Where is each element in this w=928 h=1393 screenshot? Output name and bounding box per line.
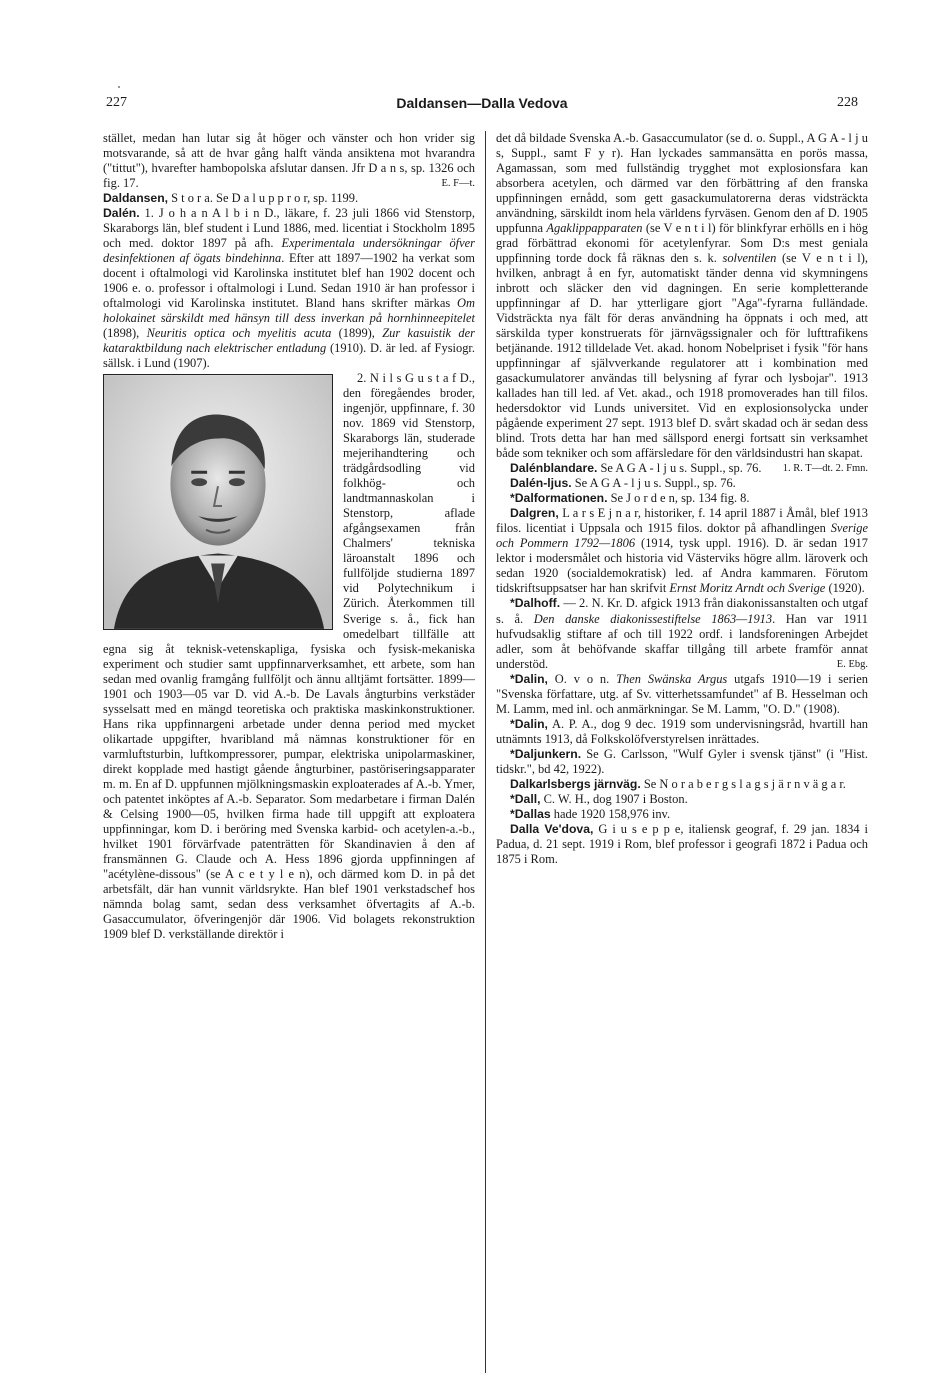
headword: Dalén. — [103, 206, 140, 221]
paragraph-dalen-cont: det då bildade Svenska A.-b. Gasaccumulator (se d. o. Suppl., A G A - l j u s, Suppl., samt F y r). Han lyckades sammansätta en porös massa, Agamassan, som med fullständig trygghet mot explosionsfara kan absorbera acetylen, och därmed var den förbättring af den franska uppfinningen ernådd, som gett gasackumulatorerna deras vidsträckta användning, särskildt inom hela världens fyrväsen. Genom den af D. 1905 uppfunna Agaklippapparaten (se V e n t i l) för blinkfyrar erhölls en i hög grad förbättrad ekonomi för acetylenfyrar. Som D:s mest geniala uppfinning torde dock få räknas den s. k. solventilen (se V e n t i l), hvilken, anbragt å en fyr, automatiskt tänder denna vid skymningens inbrott och släcker den vid dagningen. En serie kompletterande uppfinningar af D. har ytterligare gjort "Aga"-fyrarna fulländade. Vidsträckta nya fält för deras användning ha öppnats i och med, att särskilda typer konstruerats för järnvägssignaler och för lufttrafikens betjänande. 1912 tilldelade Vet. akad. honom Nobelpriset i fysik "för hans uppfinningar af självverkande regulatorer att i kombination med gasackumulatorer användas till belysning af fyrar och lysbojar". 1913 kallades han till led. af Vet. akad., och 1918 promoverades han till filos. hedersdoktor vid Lunds universitet. Vid en explosionsolycka under pågående experiment 27 sept. 1913 blef D. svårt skadad och är sedan dess blind. Trots detta har han med sällspord energi fortsatt sin verksamhet både som tekniker och som affärsledare för den världsindustri han skapat. 1. R. T—dt. 2. Fmn. — [496, 131, 868, 461]
author-signature: E. Ebg. — [836, 658, 868, 670]
entry-dallas: *Dallas hade 1920 158,976 inv. — [510, 806, 671, 821]
entry-dalhoff: *Dalhoff. — 2. N. Kr. D. afgick 1913 från diakonissanstalten och utgaf s. å. Den danske diakonissestiftelse 1863—1913. Han var 1911 hufvudsaklig stiftare af och till 1922 ordf. i landsforeningen Arbejdet adler, som åt behöfvande skaffar tillgång till arbete framför annat understöd. E. Ebg. — [496, 596, 868, 671]
paragraph-daldansen-cont: stället, medan han lutar sig åt höger och vänster och hon vrider sig motsvarande, så att de hvar gång halft vända ansiktena mot hvarandra ("tittut"), hvarefter hambopolska afslutar dansen. Jfr D a n s, sp. 1326 och fig. 17. E. F—t. — [103, 131, 475, 191]
portrait-photo — [103, 374, 333, 630]
entry-dalformationen: *Dalformationen. Se J o r d e n, sp. 134 fig. 8. — [510, 491, 750, 506]
running-title: Daldansen—Dalla Vedova — [396, 95, 568, 111]
entry-dalen: Dalén. 1. J o h a n A l b i n D., läkare, f. 23 juli 1866 vid Stenstorp, Skaraborgs län, blef student i Lund 1886, med. licentiat i Stockholm 1895 och med. doktor 1897 på afh. Experimentala undersökningar öfver desinfektionen af ögats bindehinna. Efter att 1897—1902 ha verkat som docent i oftalmologi vid Karolinska institutet blef han 1902 docent och 1906 e. o. professor i oftalmologi i Lund. Sedan 1910 är han professor i oftalmologi vid Karolinska institutet. Bland hans skrifter märkas Om holokainet särskildt med hänsyn till dess inverkan på hornhinneepitelet (1898), Neuritis optica och myelitis acuta (1899), Zur kasuistik der kataraktbildung nach elektrischer entladung (1910). D. är led. af Fysiogr. sällsk. i Lund (1907). — [103, 206, 476, 371]
left-column — [103, 131, 475, 1376]
author-signature: E. F—t. — [441, 178, 475, 190]
right-column — [496, 131, 868, 1376]
paragraph-nils-gustaf: 2. N i l s G u s t a f D., den föregåendes broder, ingenjör, uppfinnare, f. 30 nov. 1869 vid Stenstorp, Skaraborgs län, studerade mejerihandtering och trädgårdsodling vid folkhög- och landtmannaskolan i Stenstorp, aflade afgångsexamen från Chalmers' tekniska läroanstalt 1896 och fullföljde studierna 1897 vid Polytechnikum i Zürich. Återkommen till Sverige s. å., fick han omedelbart tillfälle att egna sig åt teknisk-vetenskapliga, fysiska och fysisk-mekaniska experiment och studier samt uppfinnarverksamhet, ett arbete, som han sedan med ovanlig framgång fullföljt och ännu alltjämt fortsätter. 1899—1901 och 1903—05 var D. vid A.-b. De Lavals ångturbins verkstäder sysselsatt med en mängd teoretiska och praktiska maskinkonstruktioner. Hans rika uppfinnargeni arbetade under denna period med mycket olikartade uppgifter, hvaribland må nämnas konstruktioner för en varmluftsturbin, luftkompressorer, pumpar, elektriska unipolarmaskiner, direkt kopplade med hastigt gående ångturbiner, pastöriseringsapparater m. m. En af D. uppfunnen mjölkningsmaskin exploaterades af A.-b. Ymer, och patentet inköptes af A.-b. Separator. Som medarbetare i firman Dalén & Celsing 1900—05, hvilken firma hade till uppgift att exploatera uppfinningar, kom D. i beröring med Svenska karbid- och acetylen-a.-b., hvilket 1901 förvärfvade patenträtten för Skandinavien å den af fransmännen G. Claude och A. Hess 1896 gjorda uppfinningen af "acétylène-dissous" (se A c e t y l e n), och därmed kom D. in på det arbetsfält, där han vunnit världsrykte. Han blef 1901 verkstadschef hos nämnda bolag samt, sedan dess verksamhet öfvertagits af A.-b. Gasaccumulator, öfveringenjör där 1906. Vid bolagets rekonstruktion 1909 blef D. verkställande direktör i — [103, 371, 475, 941]
portrait-image — [104, 375, 332, 629]
entry-daljunkern: *Daljunkern. Se G. Carlsson, "Wulf Gyler i svensk tjänst" (i "Hist. tidskr.", bd 42, 1922). — [496, 746, 868, 776]
entry-dalla-vedova: Dalla Ve'dova, G i u s e p p e, italiensk geograf, f. 29 jan. 1834 i Padua, d. 21 sept. 1919 i Rom, blef professor i geografi 1872 i Padua och 1875 i Rom. — [496, 821, 868, 866]
author-signature: 1. R. T—dt. 2. Fmn. — [782, 463, 868, 475]
headword: Daldansen, — [103, 191, 169, 206]
print-speck — [118, 86, 120, 88]
entry-dall: *Dall, C. W. H., dog 1907 i Boston. — [510, 791, 688, 806]
entry-dalkarlsbergs: Dalkarlsbergs järnväg. Se N o r a b e r g s l a g s j ä r n v ä g a r. — [510, 776, 846, 791]
entry-dalen-ljus: Dalén-ljus. Se A G A - l j u s. Suppl., sp. 76. — [510, 476, 736, 491]
right-page-number: 228 — [837, 95, 858, 110]
entry-dalin-o: *Dalin, O. v o n. Then Swänska Argus utgafs 1910—19 i serien "Svenska författare, utg. af Sv. vitterhetssamfundet" af B. Hesselman och M. Lamm, med inl. och anmärkningar. Se M. Lamm, "O. D." (1908). — [496, 671, 868, 716]
entry-dalgren: Dalgren, L a r s E j n a r, historiker, f. 14 april 1887 i Åmål, blef 1913 filos. licentiat i Uppsala och 1915 filos. doktor på afhandlingen Sverige och Pommern 1792—1806 (1914, tysk uppl. 1916). D. är sedan 1917 lektor i modersmålet och historia vid Västerviks högre allm. läroverk och sedan 1920 (socialdemokratisk) led. af Andra kammaren. Förutom tidskriftsuppsatser har han skrifvit Ernst Moritz Arndt och Sverige (1920). — [496, 506, 868, 596]
left-page-number: 227 — [106, 95, 127, 110]
entry-dalenblandare: Dalénblandare. Se A G A - l j u s. Suppl., sp. 76. — [510, 461, 762, 476]
page-header — [100, 95, 864, 115]
entry-daldansen-stora: Daldansen, S t o r a. Se D a l u p p r o r, sp. 1199. — [103, 191, 359, 206]
entry-dalin-a: *Dalin, A. P. A., dog 9 dec. 1919 som undervisningsråd, hvartill han utnämnts 1913, då Folkskolöfverstyrelsen inrättades. — [496, 716, 868, 746]
column-divider — [485, 131, 486, 1373]
